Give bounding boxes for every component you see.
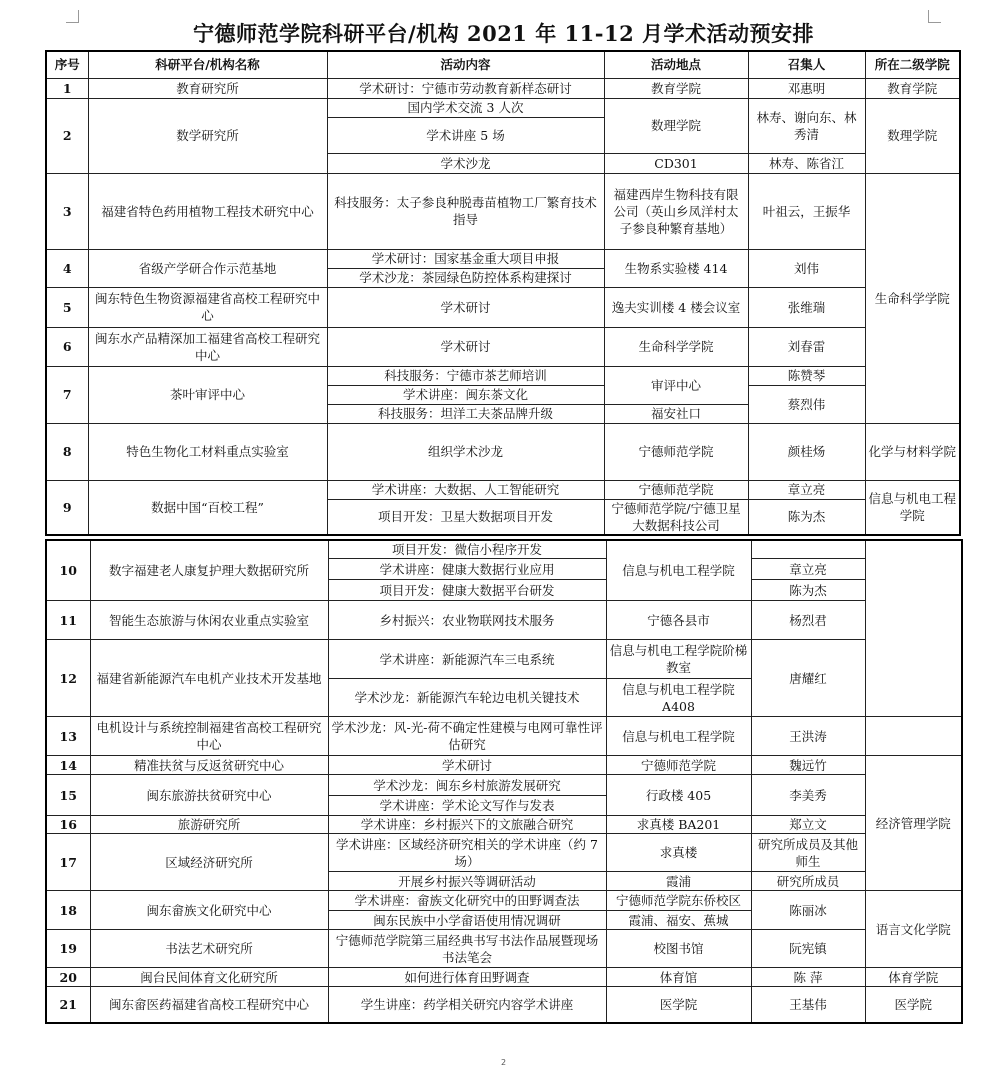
row-number: 12 bbox=[46, 640, 90, 717]
activity-location: 信息与机电工程学院阶梯教室 bbox=[606, 640, 751, 679]
table-row bbox=[46, 640, 962, 679]
activity-location: 霞浦 bbox=[606, 872, 751, 891]
platform-name: 电机设计与系统控制福建省高校工程研究中心 bbox=[90, 717, 328, 756]
row-number: 3 bbox=[46, 173, 88, 249]
activity-location: 宁德师范学院东侨校区 bbox=[606, 891, 751, 911]
activity-location: 审评中心 bbox=[604, 366, 748, 404]
activity-location: 福建西岸生物科技有限公司（英山乡凤洋村太子参良种繁育基地） bbox=[604, 173, 748, 249]
table-row bbox=[46, 775, 962, 796]
activity-location: 求真楼 BA201 bbox=[606, 816, 751, 834]
college bbox=[865, 717, 962, 756]
convener: 陈为杰 bbox=[751, 580, 865, 601]
activity-content: 学术讲座 5 场 bbox=[327, 117, 604, 153]
convener: 蔡烈伟 bbox=[748, 385, 865, 423]
activity-location: 教育学院 bbox=[604, 78, 748, 98]
activity-content: 学术讲座：乡村振兴下的文旅融合研究 bbox=[328, 816, 606, 834]
table-row bbox=[46, 816, 962, 834]
activity-location: 信息与机电工程学院 A408 bbox=[606, 679, 751, 717]
platform-name: 智能生态旅游与休闲农业重点实验室 bbox=[90, 601, 328, 640]
convener: 杨烈君 bbox=[751, 601, 865, 640]
activity-location: 生物系实验楼 414 bbox=[604, 249, 748, 287]
activity-content: 组织学术沙龙 bbox=[327, 423, 604, 480]
row-number: 6 bbox=[46, 327, 88, 366]
activity-content: 如何进行体育田野调查 bbox=[328, 968, 606, 987]
activity-content: 学术沙龙 bbox=[327, 153, 604, 173]
activity-content: 学术沙龙：闽东乡村旅游发展研究 bbox=[328, 775, 606, 796]
table-row bbox=[46, 968, 962, 987]
table-row bbox=[46, 480, 960, 499]
activity-content: 学术研讨 bbox=[327, 287, 604, 327]
activity-content: 学术研讨：宁德市劳动教育新样态研讨 bbox=[327, 78, 604, 98]
activity-location: 宁德各县市 bbox=[606, 601, 751, 640]
table-row bbox=[46, 834, 962, 872]
platform-name: 闽东水产品精深加工福建省高校工程研究中心 bbox=[88, 327, 327, 366]
table-row bbox=[46, 601, 962, 640]
activity-location: 行政楼 405 bbox=[606, 775, 751, 816]
activity-content: 乡村振兴：农业物联网技术服务 bbox=[328, 601, 606, 640]
activity-location: 霞浦、福安、蕉城 bbox=[606, 911, 751, 930]
activity-location: 体育馆 bbox=[606, 968, 751, 987]
activity-content: 科技服务：宁德市茶艺师培训 bbox=[327, 366, 604, 385]
header-platform: 科研平台/机构名称 bbox=[88, 51, 327, 78]
platform-name: 数字福建老人康复护理大数据研究所 bbox=[90, 540, 328, 601]
activity-location: 宁德师范学院 bbox=[604, 480, 748, 499]
convener: 章立亮 bbox=[748, 480, 865, 499]
activity-table-part-2 bbox=[45, 539, 963, 1024]
activity-content: 项目开发：健康大数据平台研发 bbox=[328, 580, 606, 601]
convener: 邓惠明 bbox=[748, 78, 865, 98]
row-number: 4 bbox=[46, 249, 88, 287]
table-row bbox=[46, 78, 960, 98]
row-number: 17 bbox=[46, 834, 90, 891]
activity-content: 学术讲座：健康大数据行业应用 bbox=[328, 559, 606, 580]
activity-content: 学术沙龙：风-光-荷不确定性建模与电网可靠性评估研究 bbox=[328, 717, 606, 756]
college bbox=[865, 540, 962, 717]
platform-name: 闽东畲族文化研究中心 bbox=[90, 891, 328, 930]
convener: 陈丽冰 bbox=[751, 891, 865, 930]
activity-location: 数理学院 bbox=[604, 98, 748, 153]
header-convener: 召集人 bbox=[748, 51, 865, 78]
convener: 林寿、陈省江 bbox=[748, 153, 865, 173]
convener: 刘伟 bbox=[748, 249, 865, 287]
row-number: 21 bbox=[46, 987, 90, 1023]
platform-name: 数据中国“百校工程” bbox=[88, 480, 327, 535]
college: 医学院 bbox=[865, 987, 962, 1023]
convener: 郑立文 bbox=[751, 816, 865, 834]
platform-name: 精准扶贫与反返贫研究中心 bbox=[90, 756, 328, 775]
table-row bbox=[46, 891, 962, 911]
college: 信息与机电工程学院 bbox=[865, 480, 960, 535]
activity-content: 科技服务：坦洋工夫茶品牌升级 bbox=[327, 404, 604, 423]
activity-location: 校图书馆 bbox=[606, 930, 751, 968]
activity-content: 学术研讨 bbox=[327, 327, 604, 366]
activity-location: 医学院 bbox=[606, 987, 751, 1023]
activity-location: 福安社口 bbox=[604, 404, 748, 423]
row-number: 16 bbox=[46, 816, 90, 834]
table-row bbox=[46, 173, 960, 249]
activity-location: 求真楼 bbox=[606, 834, 751, 872]
activity-location: CD301 bbox=[604, 153, 748, 173]
activity-content: 科技服务：太子参良种脱毒苗植物工厂繁育技术指导 bbox=[327, 173, 604, 249]
platform-name: 书法艺术研究所 bbox=[90, 930, 328, 968]
row-number: 9 bbox=[46, 480, 88, 535]
college: 体育学院 bbox=[865, 968, 962, 987]
row-number: 15 bbox=[46, 775, 90, 816]
convener: 李美秀 bbox=[751, 775, 865, 816]
table-row bbox=[46, 327, 960, 366]
activity-content: 学术研讨 bbox=[328, 756, 606, 775]
activity-content: 学术讲座：畲族文化研究中的田野调查法 bbox=[328, 891, 606, 911]
platform-name: 区域经济研究所 bbox=[90, 834, 328, 891]
document-title: 宁德师范学院科研平台/机构 2021 年 11-12 月学术活动预安排 bbox=[192, 21, 815, 46]
table-row bbox=[46, 756, 962, 775]
activity-content: 学术讲座：大数据、人工智能研究 bbox=[327, 480, 604, 499]
college: 数理学院 bbox=[865, 98, 960, 173]
convener: 唐耀红 bbox=[751, 640, 865, 717]
platform-name: 闽东畲医药福建省高校工程研究中心 bbox=[90, 987, 328, 1023]
activity-content: 学术讲座：闽东茶文化 bbox=[327, 385, 604, 404]
platform-name: 闽东旅游扶贫研究中心 bbox=[90, 775, 328, 816]
college: 生命科学学院 bbox=[865, 173, 960, 423]
row-number: 13 bbox=[46, 717, 90, 756]
convener: 研究所成员及其他师生 bbox=[751, 834, 865, 872]
convener: 阮宪镇 bbox=[751, 930, 865, 968]
convener: 林寿、谢向东、林秀清 bbox=[748, 98, 865, 153]
table-row bbox=[46, 540, 962, 559]
convener: 王基伟 bbox=[751, 987, 865, 1023]
row-number: 1 bbox=[46, 78, 88, 98]
header-college: 所在二级学院 bbox=[865, 51, 960, 78]
row-number: 18 bbox=[46, 891, 90, 930]
row-number: 8 bbox=[46, 423, 88, 480]
activity-content: 学术沙龙：茶园绿色防控体系构建探讨 bbox=[327, 268, 604, 287]
row-number: 14 bbox=[46, 756, 90, 775]
activity-content: 学术讲座：区域经济研究相关的学术讲座（约 7 场） bbox=[328, 834, 606, 872]
row-number: 2 bbox=[46, 98, 88, 173]
activity-table-part-1 bbox=[45, 50, 961, 536]
platform-name: 教育研究所 bbox=[88, 78, 327, 98]
table-header-row bbox=[46, 51, 960, 78]
convener: 陈 萍 bbox=[751, 968, 865, 987]
platform-name: 茶叶审评中心 bbox=[88, 366, 327, 423]
college: 化学与材料学院 bbox=[865, 423, 960, 480]
activity-location: 宁德师范学院 bbox=[606, 756, 751, 775]
activity-location: 信息与机电工程学院 bbox=[606, 540, 751, 601]
activity-content: 学术研讨：国家基金重大项目申报 bbox=[327, 249, 604, 268]
convener bbox=[751, 540, 865, 559]
convener: 张维瑞 bbox=[748, 287, 865, 327]
table-row bbox=[46, 930, 962, 968]
activity-content: 宁德师范学院第三届经典书写书法作品展暨现场书法笔会 bbox=[328, 930, 606, 968]
platform-name: 数学研究所 bbox=[88, 98, 327, 173]
activity-content: 闽东民族中小学畲语使用情况调研 bbox=[328, 911, 606, 930]
table-row bbox=[46, 987, 962, 1023]
platform-name: 福建省特色药用植物工程技术研究中心 bbox=[88, 173, 327, 249]
activity-content: 项目开发：卫星大数据项目开发 bbox=[327, 499, 604, 535]
convener: 王洪涛 bbox=[751, 717, 865, 756]
activity-location: 逸夫实训楼 4 楼会议室 bbox=[604, 287, 748, 327]
row-number: 7 bbox=[46, 366, 88, 423]
convener: 叶祖云，王振华 bbox=[748, 173, 865, 249]
convener: 陈赞琴 bbox=[748, 366, 865, 385]
activity-content: 学术讲座：学术论文写作与发表 bbox=[328, 796, 606, 816]
activity-content: 学术讲座：新能源汽车三电系统 bbox=[328, 640, 606, 679]
table-row bbox=[46, 287, 960, 327]
table-row bbox=[46, 366, 960, 385]
college: 教育学院 bbox=[865, 78, 960, 98]
activity-content: 国内学术交流 3 人次 bbox=[327, 98, 604, 117]
table-row bbox=[46, 717, 962, 756]
table-row bbox=[46, 423, 960, 480]
platform-name: 福建省新能源汽车电机产业技术开发基地 bbox=[90, 640, 328, 717]
page-number: 2 bbox=[500, 1058, 507, 1067]
activity-content: 学生讲座：药学相关研究内容学术讲座 bbox=[328, 987, 606, 1023]
table-row bbox=[46, 249, 960, 268]
platform-name: 特色生物化工材料重点实验室 bbox=[88, 423, 327, 480]
row-number: 11 bbox=[46, 601, 90, 640]
convener: 刘春雷 bbox=[748, 327, 865, 366]
header-content: 活动内容 bbox=[327, 51, 604, 78]
platform-name: 旅游研究所 bbox=[90, 816, 328, 834]
activity-location: 宁德师范学院 bbox=[604, 423, 748, 480]
row-number: 5 bbox=[46, 287, 88, 327]
platform-name: 省级产学研合作示范基地 bbox=[88, 249, 327, 287]
row-number: 19 bbox=[46, 930, 90, 968]
platform-name: 闽台民间体育文化研究所 bbox=[90, 968, 328, 987]
row-number: 10 bbox=[46, 540, 90, 601]
header-no: 序号 bbox=[46, 51, 88, 78]
convener: 章立亮 bbox=[751, 559, 865, 580]
activity-content: 学术沙龙：新能源汽车轮边电机关键技术 bbox=[328, 679, 606, 717]
activity-location: 宁德师范学院/宁德卫星大数据科技公司 bbox=[604, 499, 748, 535]
college: 经济管理学院 bbox=[865, 756, 962, 891]
row-number: 20 bbox=[46, 968, 90, 987]
convener: 陈为杰 bbox=[748, 499, 865, 535]
convener: 颜桂炀 bbox=[748, 423, 865, 480]
college: 语言文化学院 bbox=[865, 891, 962, 968]
activity-content: 项目开发：微信小程序开发 bbox=[328, 540, 606, 559]
activity-content: 开展乡村振兴等调研活动 bbox=[328, 872, 606, 891]
table-row bbox=[46, 98, 960, 117]
activity-location: 生命科学学院 bbox=[604, 327, 748, 366]
convener: 魏远竹 bbox=[751, 756, 865, 775]
activity-location: 信息与机电工程学院 bbox=[606, 717, 751, 756]
header-location: 活动地点 bbox=[604, 51, 748, 78]
platform-name: 闽东特色生物资源福建省高校工程研究中心 bbox=[88, 287, 327, 327]
convener: 研究所成员 bbox=[751, 872, 865, 891]
